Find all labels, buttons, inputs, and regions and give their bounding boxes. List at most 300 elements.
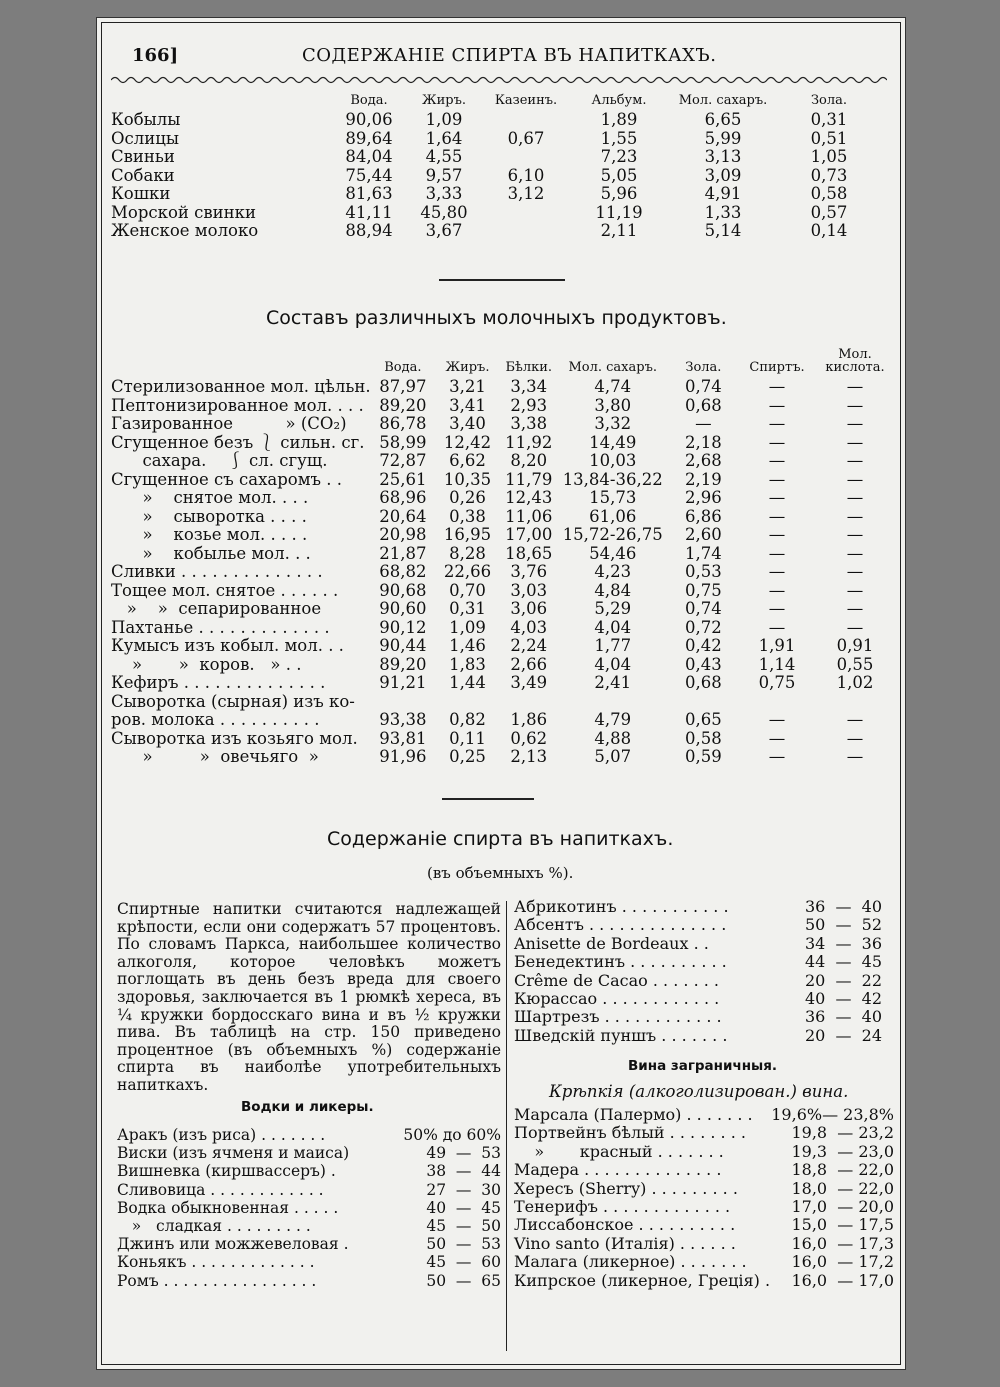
cell-value: 0,11 xyxy=(449,728,486,748)
cell-value: 4,79 xyxy=(594,710,632,729)
table-row xyxy=(111,730,895,749)
cell-value: 44 — 45 xyxy=(804,952,882,972)
row-label: Морской свинки xyxy=(111,202,256,222)
intro-text: Спиртные напитки считаются надлежащей крѣпости, если они содержатъ 57 процентовъ. По словамъ Паркса, наибольшее количество алкоголя, которое человѣкъ можетъ поглощать въ день безъ вреда для своего здоровья, заключается въ 1 рюмкѣ хереса, въ ¼ кружки бордосскаго вина и въ ½ кружки пива. Въ таблицѣ на стр. 150 приведено процентное (въ объемныхъ %) содержаніе спирта въ наиболѣе употребительныхъ напиткахъ. xyxy=(117,900,501,1094)
table-row xyxy=(111,471,895,490)
table-row xyxy=(111,526,895,545)
cell-value xyxy=(739,693,815,712)
cell-value: 3,32 xyxy=(594,414,632,433)
table-row xyxy=(111,378,895,397)
cell-value: 1,55 xyxy=(600,128,638,148)
cell-value: — xyxy=(846,562,864,581)
table-row xyxy=(111,508,895,527)
table-row xyxy=(117,1144,501,1162)
wines-table xyxy=(514,1106,894,1290)
table-row xyxy=(111,111,881,130)
row-label: Стерилизованное мол. цѣльн. xyxy=(111,377,371,396)
cell-value: — xyxy=(768,599,786,618)
page-number: 166] xyxy=(132,45,179,66)
cell-value: 22,66 xyxy=(443,562,492,581)
dairy-products-table xyxy=(111,348,895,767)
table-row xyxy=(111,222,881,241)
column-header: Спиртъ. xyxy=(749,360,805,375)
table-row xyxy=(111,452,895,471)
row-label: Пахтанье . . . . . . . . . . . . . xyxy=(111,617,330,637)
table-row xyxy=(514,953,882,971)
cell-value: 15,73 xyxy=(589,488,637,507)
cell-value: 4,04 xyxy=(594,654,632,674)
cell-value: 11,06 xyxy=(505,506,553,526)
cell-value: 0,59 xyxy=(685,747,722,766)
cell-value: 9,57 xyxy=(425,165,463,185)
table-row xyxy=(111,619,895,638)
row-label: » » овечьяго » xyxy=(111,747,319,766)
cell-value: 16,95 xyxy=(443,525,492,544)
cell-value: 2,41 xyxy=(594,673,632,692)
cell-value: — xyxy=(768,395,786,415)
row-label: Коньякъ . . . . . . . . . . . . . xyxy=(117,1253,315,1272)
row-label: » кобылье мол. . . xyxy=(111,543,311,563)
column-header: Зола. xyxy=(685,360,722,375)
cell-value: 18,8 — 22,0 xyxy=(791,1160,894,1180)
cell-value: 16,0 — 17,3 xyxy=(791,1233,894,1253)
cell-value: 3,21 xyxy=(449,377,486,396)
cell-value: 3,67 xyxy=(425,221,463,240)
cell-value: 2,60 xyxy=(685,525,722,544)
row-label: » » коров. » . . xyxy=(111,654,302,674)
cell-value xyxy=(483,111,569,130)
cell-value: 15,72-26,75 xyxy=(562,525,663,544)
strong-wines-heading: Крѣпкія (алкоголизирован.) вина. xyxy=(549,1082,849,1101)
table-row xyxy=(514,1180,894,1198)
cell-value: — xyxy=(846,617,864,637)
section-divider xyxy=(442,798,534,800)
row-label: Кобылы xyxy=(111,110,181,129)
cell-value: 45 — 60 xyxy=(426,1253,501,1272)
row-label: » козье мол. . . . . xyxy=(111,525,308,544)
cell-value: 50% до 60% xyxy=(403,1126,501,1144)
cell-value: 18,0 — 22,0 xyxy=(791,1178,894,1198)
cell-value: — xyxy=(846,525,864,544)
table-row xyxy=(111,582,895,601)
cell-value: 2,19 xyxy=(685,469,722,489)
cell-value: 93,38 xyxy=(379,710,427,729)
column-header: Жиръ. xyxy=(445,360,490,375)
row-label: Хересъ (Sherry) . . . . . . . . . xyxy=(514,1178,738,1198)
cell-value: 50 — 53 xyxy=(426,1235,501,1254)
cell-value: 0,72 xyxy=(685,617,722,637)
cell-value: — xyxy=(768,506,786,526)
cell-value: 20,64 xyxy=(379,506,427,526)
cell-value: 90,06 xyxy=(345,110,393,129)
row-label: Кошки xyxy=(111,184,171,203)
cell-value: 0,14 xyxy=(810,221,848,240)
column-header: Зола. xyxy=(810,93,848,108)
cell-value: 20 — 22 xyxy=(804,970,882,990)
cell-value: 72,87 xyxy=(379,451,427,470)
cell-value: 1,86 xyxy=(510,710,548,729)
table-row xyxy=(111,674,895,693)
page-sheet xyxy=(96,17,906,1370)
row-label: сахара. ⎰ сл. сгущ. xyxy=(111,451,328,470)
table-row xyxy=(111,185,881,204)
row-label: ров. молока . . . . . . . . . . xyxy=(111,710,320,729)
cell-value: 4,04 xyxy=(594,617,632,637)
cell-value: 2,66 xyxy=(510,654,548,674)
cell-value: 3,49 xyxy=(510,673,548,692)
cell-value: 50 — 52 xyxy=(804,915,882,935)
cell-value: — xyxy=(846,543,864,563)
cell-value: — xyxy=(846,747,864,766)
cell-value: — xyxy=(768,432,786,452)
table-row xyxy=(111,397,895,416)
row-label: Абсентъ . . . . . . . . . . . . . . xyxy=(514,915,727,935)
cell-value: 25,61 xyxy=(379,469,427,489)
cell-value: 2,68 xyxy=(685,451,722,470)
cell-value xyxy=(371,693,436,712)
cell-value: 89,64 xyxy=(345,128,393,148)
cell-value: 75,44 xyxy=(345,165,393,185)
cell-value: 4,23 xyxy=(594,562,632,581)
table-row xyxy=(514,1161,894,1179)
cell-value: 2,18 xyxy=(685,432,722,452)
wavy-rule xyxy=(111,73,887,87)
row-label: Портвейнъ бѣлый . . . . . . . . xyxy=(514,1123,746,1143)
cell-value: 19,6%— 23,8% xyxy=(771,1105,894,1124)
column-header: Казеинъ. xyxy=(494,93,558,108)
table-row xyxy=(514,898,882,916)
cell-value: — xyxy=(846,395,864,415)
cell-value: — xyxy=(768,414,786,433)
cell-value xyxy=(500,693,558,712)
spirits-table xyxy=(117,1126,501,1290)
row-label: Сыворотка изъ козьяго мол. xyxy=(111,728,358,748)
intro-paragraph xyxy=(117,901,501,1095)
table-row xyxy=(117,1272,501,1290)
cell-value: — xyxy=(768,451,786,470)
cell-value: 2,24 xyxy=(510,636,548,655)
row-label: Тенерифъ . . . . . . . . . . . . . xyxy=(514,1197,731,1217)
cell-value: — xyxy=(846,451,864,470)
cell-value: 11,19 xyxy=(595,202,643,222)
cell-value xyxy=(483,222,569,241)
cell-value: 5,07 xyxy=(594,747,632,766)
row-label: Женское молоко xyxy=(111,221,259,240)
cell-value: 17,00 xyxy=(505,525,553,544)
table-row xyxy=(111,167,881,186)
cell-value xyxy=(558,693,668,712)
table-row xyxy=(111,656,895,675)
cell-value: 1,91 xyxy=(758,636,796,655)
cell-value: 40 — 42 xyxy=(804,989,882,1009)
cell-value: 18,65 xyxy=(505,543,553,563)
running-header xyxy=(132,45,892,71)
cell-value: 58,99 xyxy=(379,432,427,452)
cell-value: 1,05 xyxy=(810,147,848,166)
alcohol-subtitle: (въ объемныхъ %). xyxy=(427,864,574,882)
cell-value: 91,96 xyxy=(379,747,427,766)
cell-value: 4,03 xyxy=(510,617,548,637)
column-divider xyxy=(506,901,507,1351)
table-row xyxy=(514,935,882,953)
cell-value: 0,43 xyxy=(685,654,722,674)
cell-value: 3,06 xyxy=(510,599,548,618)
cell-value: 2,13 xyxy=(510,747,548,766)
row-label: » » сепарированное xyxy=(111,599,322,618)
cell-value: 45 — 50 xyxy=(426,1217,501,1236)
cell-value: 3,40 xyxy=(449,414,486,433)
cell-value: 6,86 xyxy=(685,506,722,526)
cell-value: 0,31 xyxy=(810,110,848,129)
cell-value: 17,0 — 20,0 xyxy=(791,1197,894,1217)
table-row xyxy=(111,545,895,564)
cell-value: 0,82 xyxy=(449,710,486,729)
table-row xyxy=(111,204,881,223)
cell-value: 16,0 — 17,2 xyxy=(791,1252,894,1272)
cell-value: 90,12 xyxy=(379,617,427,637)
cell-value: 5,29 xyxy=(594,599,632,618)
table-row xyxy=(117,1199,501,1217)
cell-value: 0,73 xyxy=(810,165,848,185)
cell-value: 20,98 xyxy=(379,525,427,544)
cell-value: 3,41 xyxy=(449,395,486,415)
cell-value: — xyxy=(768,488,786,507)
cell-value: 5,14 xyxy=(704,221,742,240)
row-label: Абрикотинъ . . . . . . . . . . . xyxy=(514,897,729,916)
cell-value: 0,67 xyxy=(507,128,545,148)
milk-composition-table xyxy=(111,94,881,241)
alcohol-section-title: Содержаніе спирта въ напиткахъ. xyxy=(327,828,674,850)
table-row xyxy=(111,600,895,619)
row-label: Ромъ . . . . . . . . . . . . . . . . xyxy=(117,1271,317,1290)
cell-value: — xyxy=(768,469,786,489)
cell-value: 15,0 — 17,5 xyxy=(791,1215,894,1235)
table-row xyxy=(111,563,895,582)
cell-value: 87,97 xyxy=(379,377,427,396)
cell-value: 2,11 xyxy=(600,221,638,240)
column-header: Вода. xyxy=(350,93,388,108)
cell-value: 11,79 xyxy=(505,469,553,489)
cell-value: 0,75 xyxy=(758,673,796,692)
table-row xyxy=(514,990,882,1008)
cell-value: 5,96 xyxy=(600,184,638,203)
cell-value: 6,62 xyxy=(449,451,486,470)
cell-value: 90,60 xyxy=(379,599,427,618)
row-label: » красный . . . . . . . xyxy=(514,1141,724,1161)
cell-value: 88,94 xyxy=(345,221,393,240)
cell-value: 12,42 xyxy=(443,432,492,452)
cell-value: 27 — 30 xyxy=(426,1180,501,1199)
cell-value: 6,10 xyxy=(507,165,545,185)
row-label: Малага (ликерное) . . . . . . . xyxy=(514,1252,747,1272)
cell-value: 19,3 — 23,0 xyxy=(791,1141,894,1161)
table-row xyxy=(117,1235,501,1253)
table-row xyxy=(111,489,895,508)
cell-value: 3,80 xyxy=(594,395,632,415)
table-row xyxy=(117,1126,501,1144)
cell-value: 10,35 xyxy=(443,469,492,489)
row-label: Тощее мол. снятое . . . . . . xyxy=(111,580,339,600)
cell-value xyxy=(483,204,569,223)
row-label: Газированное » (CO₂) xyxy=(111,414,347,433)
row-label: » снятое мол. . . . xyxy=(111,488,309,507)
table-row xyxy=(117,1162,501,1180)
cell-value: 89,20 xyxy=(379,654,427,674)
column-header: Мол. кислота. xyxy=(825,347,885,375)
cell-value: 1,89 xyxy=(600,110,638,129)
cell-value: 1,46 xyxy=(449,636,486,655)
cell-value: — xyxy=(846,377,864,396)
cell-value: 3,76 xyxy=(510,562,548,581)
table-row xyxy=(117,1181,501,1199)
cell-value: — xyxy=(846,710,864,729)
cell-value: 0,58 xyxy=(685,728,722,748)
row-label: Crême de Cacao . . . . . . . xyxy=(514,970,719,990)
table-row xyxy=(514,1008,882,1026)
row-label: Шартрезъ . . . . . . . . . . . . xyxy=(514,1007,722,1027)
cell-value xyxy=(815,693,895,712)
table-row xyxy=(514,1198,894,1216)
cell-value: 5,99 xyxy=(704,128,742,148)
cell-value: 7,23 xyxy=(600,147,638,166)
cell-value: — xyxy=(846,469,864,489)
table-row xyxy=(514,1216,894,1234)
cell-value: 6,65 xyxy=(704,110,742,129)
cell-value: 61,06 xyxy=(589,506,637,526)
cell-value: 5,05 xyxy=(600,165,638,185)
table-row xyxy=(117,1253,501,1271)
row-label: Пептонизированное мол. . . . xyxy=(111,395,364,415)
cell-value: 1,74 xyxy=(685,543,722,563)
cell-value: 0,74 xyxy=(685,377,722,396)
row-label: Кефиръ . . . . . . . . . . . . . . xyxy=(111,673,326,692)
cell-value: 11,92 xyxy=(505,432,553,452)
cell-value: 0,70 xyxy=(449,580,486,600)
cell-value: 1,83 xyxy=(449,654,486,674)
spirits-heading: Водки и ликеры. xyxy=(241,1099,374,1115)
cell-value xyxy=(435,693,500,712)
row-label: Джинъ или можжевеловая . xyxy=(117,1235,349,1254)
table-row xyxy=(111,148,881,167)
cell-value: 12,43 xyxy=(505,488,553,507)
cell-value: 16,0 — 17,0 xyxy=(791,1270,894,1290)
cell-value: 3,34 xyxy=(510,377,548,396)
cell-value: 1,64 xyxy=(425,128,463,148)
cell-value: 45,80 xyxy=(420,202,468,222)
column-header: Альбум. xyxy=(591,93,647,108)
cell-value: — xyxy=(846,580,864,600)
cell-value: 0,26 xyxy=(449,488,486,507)
cell-value: — xyxy=(846,599,864,618)
cell-value: 0,68 xyxy=(685,395,722,415)
cell-value: 3,38 xyxy=(510,414,548,433)
table-row xyxy=(514,1143,894,1161)
cell-value: 13,84-36,22 xyxy=(562,469,663,489)
row-label: Лиссабонское . . . . . . . . . . xyxy=(514,1215,736,1235)
cell-value: 93,81 xyxy=(379,728,427,748)
table-row xyxy=(514,1027,882,1045)
header-title: СОДЕРЖАНІЕ СПИРТА ВЪ НАПИТКАХЪ. xyxy=(302,45,717,66)
cell-value: 0,58 xyxy=(810,184,848,203)
cell-value: 8,20 xyxy=(510,451,548,470)
cell-value: 0,25 xyxy=(449,747,486,766)
cell-value: 41,11 xyxy=(345,202,393,222)
cell-value: 0,53 xyxy=(685,562,722,581)
cell-value: 36 — 40 xyxy=(804,897,882,916)
table-row xyxy=(111,434,895,453)
cell-value: 1,44 xyxy=(449,673,486,692)
cell-value: — xyxy=(768,747,786,766)
cell-value: 2,96 xyxy=(685,488,722,507)
cell-value: 1,33 xyxy=(704,202,742,222)
cell-value: — xyxy=(695,414,712,433)
cell-value: — xyxy=(768,728,786,748)
cell-value: 1,09 xyxy=(449,617,486,637)
cell-value: 10,03 xyxy=(589,451,637,470)
cell-value: 54,46 xyxy=(589,543,637,563)
cell-value: 3,33 xyxy=(425,184,463,203)
column-header: Вода. xyxy=(384,360,422,375)
cell-value: 4,91 xyxy=(704,184,742,203)
cell-value: 86,78 xyxy=(379,414,427,433)
cell-value: 3,03 xyxy=(510,580,548,600)
cell-value: 8,28 xyxy=(449,543,486,563)
cell-value: 21,87 xyxy=(379,543,427,563)
cell-value: — xyxy=(768,543,786,563)
cell-value: 0,62 xyxy=(510,728,548,748)
row-label: Бенедектинъ . . . . . . . . . . xyxy=(514,952,727,972)
table-row xyxy=(111,711,895,730)
row-label: Сливки . . . . . . . . . . . . . . xyxy=(111,562,323,581)
cell-value: — xyxy=(846,414,864,433)
cell-value: 90,68 xyxy=(379,580,427,600)
column-header: Мол. сахаръ. xyxy=(678,93,768,108)
row-label: Собаки xyxy=(111,165,175,185)
cell-value: — xyxy=(846,488,864,507)
row-label: » сладкая . . . . . . . . . xyxy=(117,1217,311,1236)
table-row xyxy=(514,1235,894,1253)
cell-value: — xyxy=(846,506,864,526)
row-label: Кипрское (ликерное, Греція) . xyxy=(514,1270,771,1290)
table-row xyxy=(111,693,895,712)
row-label: Vino santo (Италія) . . . . . . xyxy=(514,1233,736,1253)
row-label: Мадера . . . . . . . . . . . . . . xyxy=(514,1160,722,1180)
table-row xyxy=(111,415,895,434)
row-label: Кумысъ изъ кобыл. мол. . . xyxy=(111,636,344,655)
cell-value xyxy=(668,693,739,712)
cell-value: — xyxy=(846,728,864,748)
table-row xyxy=(514,972,882,990)
cell-value: — xyxy=(846,432,864,452)
cell-value: 81,63 xyxy=(345,184,393,203)
cell-value: — xyxy=(768,580,786,600)
row-label: Виски (изъ ячменя и маиса) xyxy=(117,1144,350,1163)
cell-value: 4,88 xyxy=(594,728,632,748)
cell-value: 0,74 xyxy=(685,599,722,618)
table-row xyxy=(111,748,895,767)
section-divider xyxy=(439,279,565,281)
table-row xyxy=(111,130,881,149)
cell-value: 1,77 xyxy=(594,636,632,655)
cell-value: 1,09 xyxy=(425,110,463,129)
wines-heading: Вина заграничныя. xyxy=(628,1058,778,1074)
cell-value: 1,02 xyxy=(836,673,874,692)
cell-value: 0,38 xyxy=(449,506,486,526)
cell-value: 0,91 xyxy=(836,636,874,655)
cell-value: 1,14 xyxy=(758,654,796,674)
row-label: Сгущенное безъ ⎱ сильн. сг. xyxy=(111,432,365,452)
cell-value: — xyxy=(768,562,786,581)
